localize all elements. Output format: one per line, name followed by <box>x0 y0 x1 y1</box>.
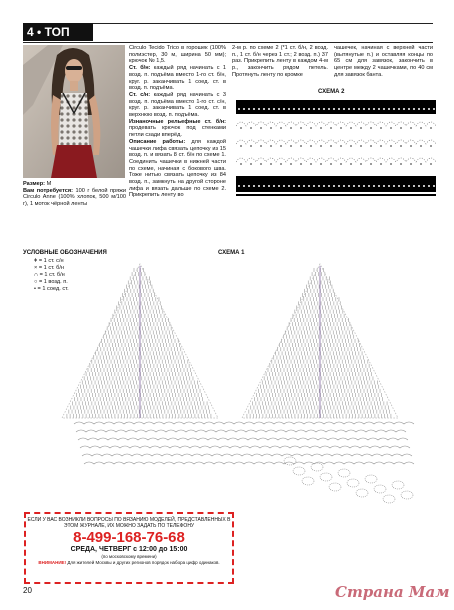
phone-intro: ЕСЛИ У ВАС ВОЗНИКЛИ ВОПРОСЫ ПО ВЯЗАНИЮ МОДЕЛЕЙ, ПРЕДСТАВЛЕННЫХ В ЭТОМ ЖУРНАЛЕ, ИХ МОЖНО ЗАДАТЬ ПО ТЕЛЕФОНУ <box>27 517 231 529</box>
requirements-block <box>23 181 126 208</box>
instructions-column-3: чашечек, начиная с верхней части (вытянутые п.) и оставляя концы по 65 см для завязок, закончить в центре между 2 чашечками, по 40 см для завязок банта. <box>334 45 433 78</box>
legend-item: • = 1 соед. ст. <box>34 286 69 292</box>
stitch3-label: Изнаночные рельефные ст. б/н: <box>129 118 226 125</box>
phone-note: ВНИМАНИЕ! Для жителей Москвы и других регионов порядок набора цифр одинаков. <box>38 559 220 565</box>
work-text: для каждой чашечки лифа связать цепочку из 15 возд. п. и вязать 8 ст. б/н по схеме 1. Соединить чашечки в нижней части по схеме, начиная с бокового шва. Тоже нитью связать цепочку из 84 возд. п., замкнуть на другой стороне лифа и вязать дальше по схеме 2. Прикрепить ленту во <box>129 138 226 199</box>
legend-title: УСЛОВНЫЕ ОБОЗНАЧЕНИЯ <box>23 250 107 256</box>
scheme1-diagram <box>60 256 430 536</box>
work-label: Описание работы: <box>129 138 186 145</box>
phone-number[interactable]: 8-499-168-76-68 <box>73 529 185 546</box>
phone-hours: СРЕДА, ЧЕТВЕРГ с 12:00 до 15:00 <box>70 546 188 553</box>
size-value: M <box>45 181 52 187</box>
scheme2-diagram <box>236 98 436 203</box>
header-title: ТОП <box>44 25 70 39</box>
legend-item: × = 1 ст. б/н <box>34 265 65 271</box>
header-title-box <box>23 23 93 41</box>
instructions-column-1 <box>129 45 226 199</box>
stitch1-text: каждый ряд начинать с 1 возд. п. подъёма вместо 1-го ст. б/н, круг. р. заканчивать 1 соед. ст. в возд. п. подъёма. <box>129 65 226 92</box>
instructions-column-2: 2-м р. по схеме 2 (*1 ст. б/н, 2 возд. п., 1 ст. б/н через 1 ст.; 2 возд. п.) 37 раз. Прикрепить ленту в каждом 4-м р., закончить рядом петель. Протянуть ленту по кромке <box>232 45 328 78</box>
page-number: 20 <box>23 586 32 595</box>
materials-intro: Circulo Tecido Trico в горошек (100% полиэстер, 30 м, ширина 50 мм); крючок № 1,5. <box>129 45 226 65</box>
size-label: Размер: <box>23 181 46 187</box>
legend-item: ǂ = 1 ст. с/н <box>34 258 64 264</box>
requirements-text: 100 г белой пряжи Circulo Anne (100% хлопок, 500 м/100 г), 1 моток чёрной ленты <box>23 187 126 208</box>
phone-info-box <box>24 512 234 584</box>
requirements-label: Вам потребуется: <box>23 187 73 194</box>
stitch2-label: Ст. с/н: <box>129 91 151 98</box>
scheme1-title: СХЕМА 1 <box>218 250 245 256</box>
scheme2-title: СХЕМА 2 <box>318 89 345 95</box>
stitch3-text: продевать крючок под стенками петли сзади вперёд. <box>129 125 226 139</box>
header-number: 4 <box>27 25 34 39</box>
legend-item: ∩ = 1 ст. б/н <box>34 272 65 278</box>
watermark-logo: Страна Мам <box>335 583 450 601</box>
stitch1-label: Ст. б/н: <box>129 65 151 72</box>
legend-item: ○ = 1 возд. п. <box>34 279 68 285</box>
stitch2-text: каждый ряд начинать с 3 возд. п. подъёма вместо 1-го ст. с/н, круг. р. заканчивать 1 соед. ст. в верхнюю возд. п. подъёма. <box>129 91 226 119</box>
phone-timezone: (по московскому времени) <box>101 554 157 559</box>
header-bullet: • <box>37 25 42 39</box>
model-photo <box>23 45 125 178</box>
